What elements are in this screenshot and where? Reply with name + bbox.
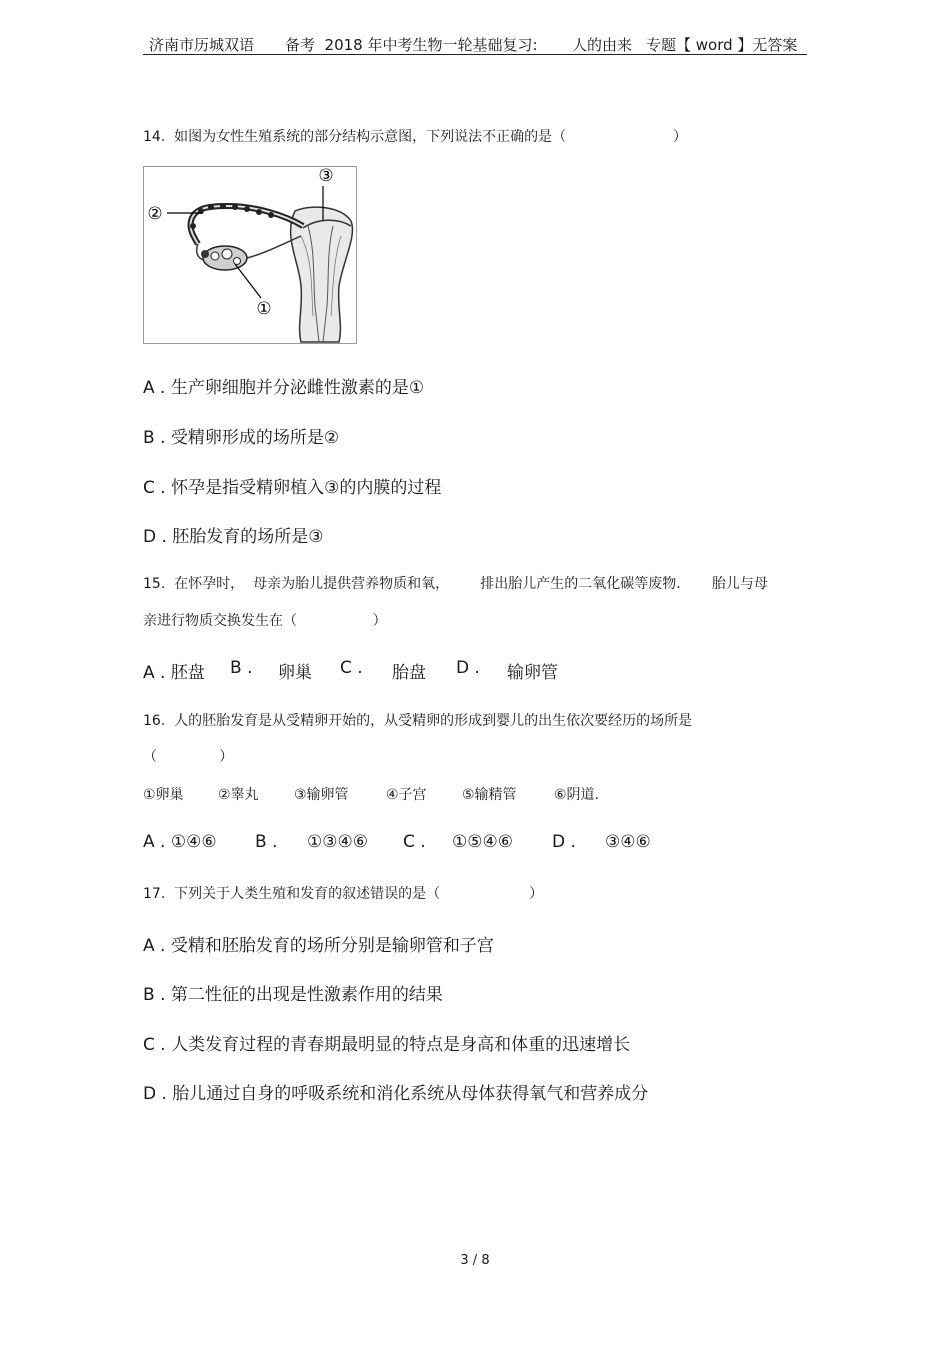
header-title: 备考 2018 年中考生物一轮基础复习:: [285, 36, 538, 54]
q14-option-b: B . 受精卵形成的场所是②: [143, 428, 340, 448]
header-school: 济南市历城双语: [149, 36, 255, 54]
q16-stem-line2: （ ）: [143, 749, 234, 765]
q16-item-4: ④子宫: [386, 787, 427, 803]
q16-option-b-letter: B .: [255, 832, 278, 852]
q16-item-5: ⑤输精管: [462, 787, 517, 803]
q15-option-b-letter: B .: [230, 658, 253, 678]
q15-stem-line1: 15. 在怀孕时， 母亲为胎儿提供营养物质和氧， 排出胎儿产生的二氧化碳等废物. 胎儿与母: [143, 576, 768, 592]
q16-option-b-text: ①③④⑥: [307, 832, 368, 852]
q16-option-d-letter: D .: [552, 832, 576, 852]
header-topic: 人的由来: [572, 36, 633, 54]
q16-item-2: ②睾丸: [218, 787, 259, 803]
label-3: ③: [318, 166, 334, 186]
q16-stem-line1: 16. 人的胚胎发育是从受精卵开始的，从受精卵的形成到婴儿的出生依次要经历的场所是: [143, 713, 693, 729]
q17-stem: 17. 下列关于人类生殖和发育的叙述错误的是（ ）: [143, 886, 544, 902]
label-2: ②: [147, 204, 163, 224]
page-header: [143, 32, 807, 55]
q15-stem-line2: 亲进行物质交换发生在（ ）: [143, 613, 387, 629]
header-tag: 专题【 word 】无答案: [646, 36, 798, 54]
q14-option-c: C . 怀孕是指受精卵植入③的内膜的过程: [143, 478, 442, 498]
q17-option-d: D . 胎儿通过自身的呼吸系统和消化系统从母体获得氧气和营养成分: [143, 1084, 649, 1104]
q14-diagram: [143, 166, 357, 344]
q17-option-c: C . 人类发育过程的青春期最明显的特点是身高和体重的迅速增长: [143, 1035, 631, 1055]
q15-option-c-letter: C .: [340, 658, 363, 678]
q16-option-c-text: ①⑤④⑥: [452, 832, 513, 852]
q16-item-1: ①卵巢: [143, 787, 184, 803]
q17-option-b: B . 第二性征的出现是性激素作用的结果: [143, 985, 443, 1005]
q16-item-6: ⑥阴道.: [554, 787, 600, 803]
q14-stem: 14. 如图为女性生殖系统的部分结构示意图，下列说法不正确的是（ ）: [143, 129, 687, 145]
q16-option-d-text: ③④⑥: [605, 832, 651, 852]
female-reproductive-system-diagram: [143, 166, 357, 344]
q15-option-a: A . 胚盘: [143, 663, 205, 683]
q14-option-a: A . 生产卵细胞并分泌雌性激素的是①: [143, 378, 425, 398]
q15-option-d-text: 输卵管: [507, 663, 558, 683]
q15-option-c-text: 胎盘: [392, 663, 426, 683]
label-1: ①: [256, 299, 272, 319]
page-number: 3 / 8: [460, 1253, 490, 1268]
q17-option-a: A . 受精和胚胎发育的场所分别是输卵管和子宫: [143, 936, 494, 956]
q16-option-c-letter: C .: [403, 832, 426, 852]
q15-option-d-letter: D .: [456, 658, 480, 678]
q16-option-a: A . ①④⑥: [143, 832, 217, 852]
q16-item-3: ③输卵管: [294, 787, 349, 803]
q14-option-d: D . 胚胎发育的场所是③: [143, 527, 324, 547]
q15-option-b-text: 卵巢: [278, 663, 312, 683]
